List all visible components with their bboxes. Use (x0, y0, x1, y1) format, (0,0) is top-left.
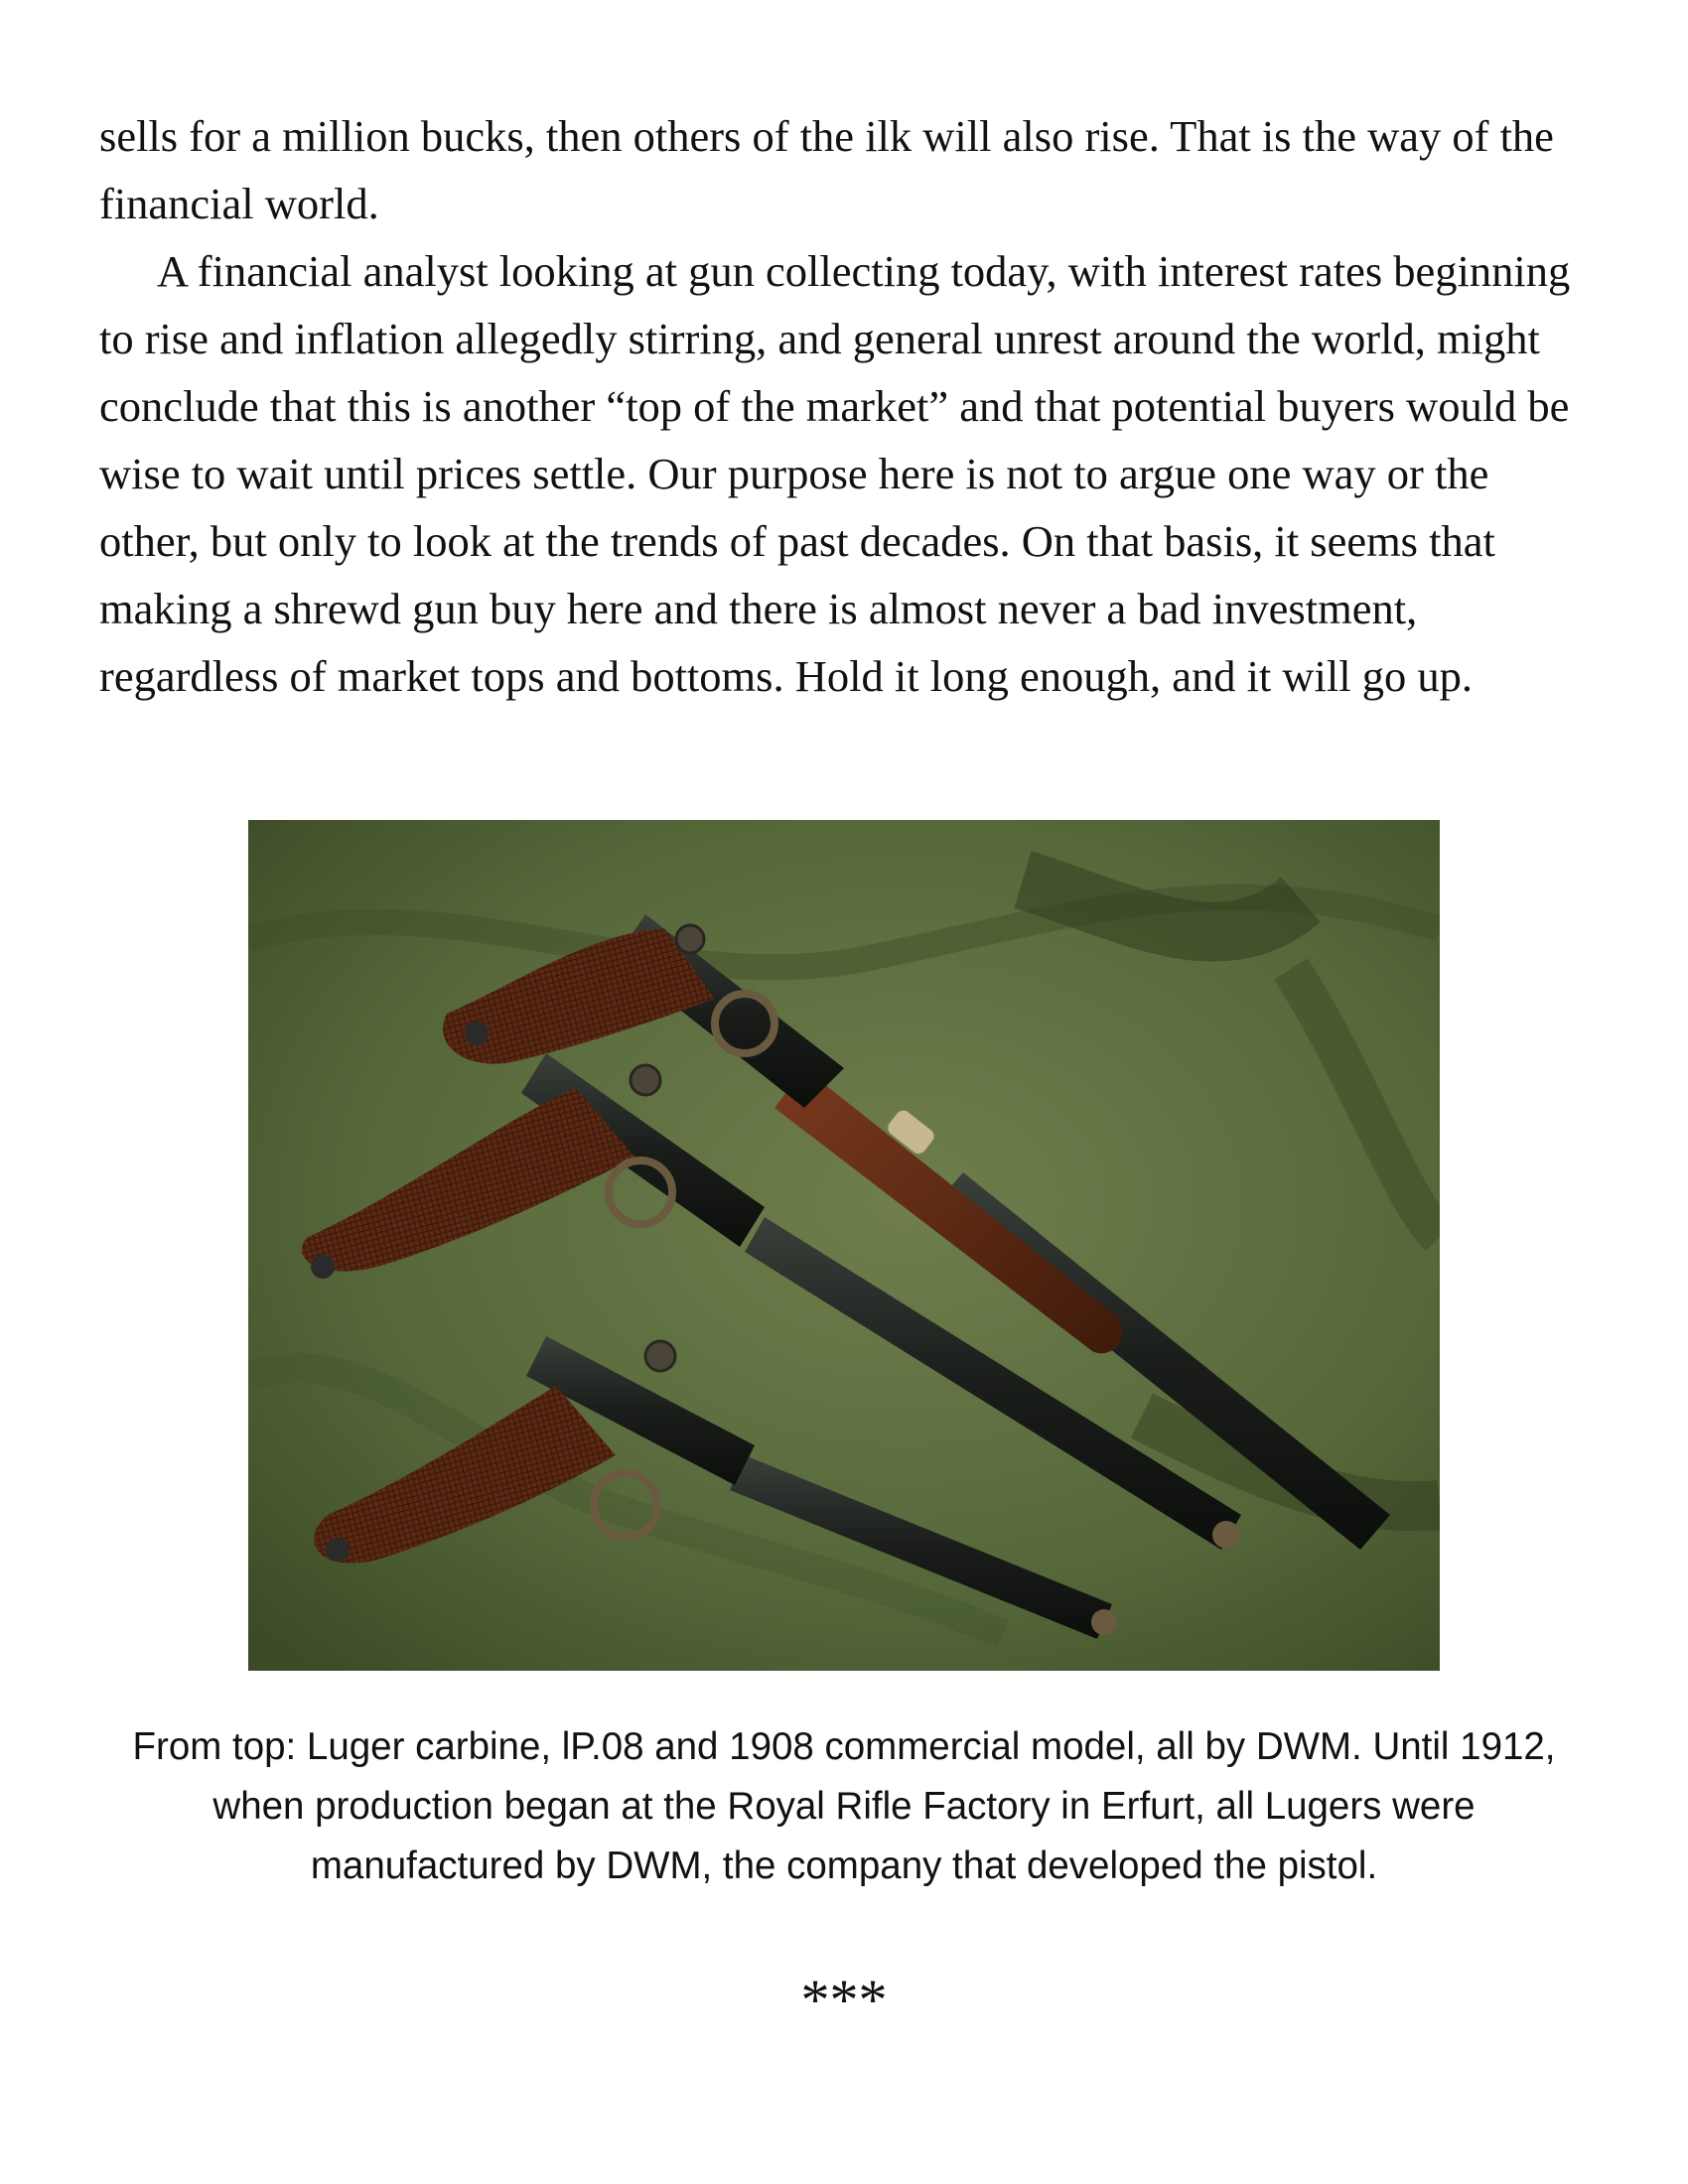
section-break: *** (800, 1968, 888, 2032)
paragraph-continued: sells for a million bucks, then others of the ilk will also rise. That is the way of the financial world. (99, 111, 1554, 228)
luger-pistols-photo (248, 820, 1440, 1671)
paragraph-market-analysis: A financial analyst looking at gun collecting today, with interest rates beginning to rise and inflation allegedly stirring, and general unrest around the world, might conclude that this is another “top of the market” and that potential buyers would be wise to wait until prices settle. Our purpose here is not to argue one way or the other, but only to look at the trends of past decades. On that basis, it seems that making a shrewd gun buy here and there is almost never a bad investment, regardless of market tops and bottoms. Hold it long enough, and it will go up. (99, 246, 1571, 701)
figure-caption: From top: Luger carbine, lP.08 and 1908 commercial model, all by DWM. Until 1912, when production began at the Royal Rifle Factory in Erfurt, all Lugers were manufactured by DWM, the company that developed the pistol. (132, 1725, 1556, 1887)
body-text (99, 102, 1599, 710)
